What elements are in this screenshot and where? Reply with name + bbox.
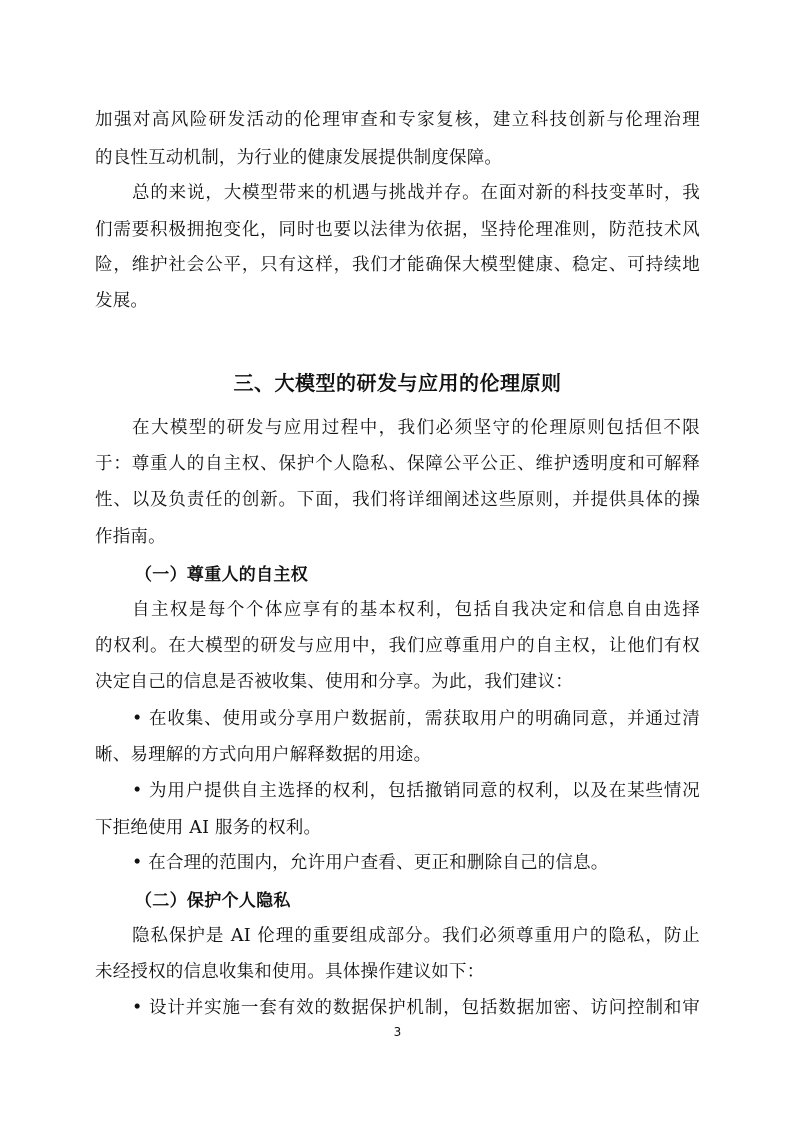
paragraph-line: 们需要积极拥抱变化，同时也要以法律为依据，坚持伦理准则，防范技术风: [95, 220, 700, 240]
bullet-item: • 设计并实施一套有效的数据保护机制，包括数据加密、访问控制和审: [132, 998, 700, 1018]
bullet-item: • 在收集、使用或分享用户数据前，需获取用户的明确同意，并通过清: [132, 709, 700, 729]
subsection-title: （二）保护个人隐私: [135, 891, 291, 911]
paragraph-line: 决定自己的信息是否被收集、使用和分享。为此，我们建议：: [95, 672, 573, 692]
subsection-title: （一）尊重人的自主权: [135, 565, 308, 585]
paragraph-line: 加强对高风险研发活动的伦理审查和专家复核，建立科技创新与伦理治理: [95, 110, 700, 130]
paragraph-line: 性、以及负责任的创新。下面，我们将详细阐述这些原则，并提供具体的操: [95, 490, 700, 510]
paragraph-line: 未经授权的信息收集和使用。具体操作建议如下：: [95, 962, 485, 982]
bullet-continuation: 晰、易理解的方式向用户解释数据的用途。: [95, 745, 432, 765]
paragraph-line: 作指南。: [95, 527, 166, 547]
page-number: 3: [393, 1025, 402, 1039]
bullet-item: • 为用户提供自主选择的权利，包括撤销同意的权利，以及在某些情况: [132, 781, 700, 801]
paragraph-line: 在大模型的研发与应用过程中，我们必须坚守的伦理原则包括但不限: [132, 418, 700, 438]
section-title: 三、大模型的研发与应用的伦理原则: [233, 371, 562, 395]
bullet-continuation: 下拒绝使用 AI 服务的权利。: [95, 818, 322, 838]
paragraph-line: 隐私保护是 AI 伦理的重要组成部分。我们必须尊重用户的隐私，防止: [132, 926, 700, 946]
paragraph-line: 险，维护社会公平，只有这样，我们才能确保大模型健康、稳定、可持续地: [95, 255, 700, 275]
document-page: [95, 0, 700, 1122]
bullet-item: • 在合理的范围内，允许用户查看、更正和删除自己的信息。: [132, 853, 609, 873]
paragraph-line: 自主权是每个个体应享有的基本权利，包括自我决定和信息自由选择: [132, 600, 700, 620]
paragraph-line: 于：尊重人的自主权、保护个人隐私、保障公平公正、维护透明度和可解释: [95, 454, 700, 474]
paragraph-line: 的权利。在大模型的研发与应用中，我们应尊重用户的自主权，让他们有权: [95, 636, 700, 656]
paragraph-line: 总的来说，大模型带来的机遇与挑战并存。在面对新的科技变革时，我: [132, 183, 700, 203]
paragraph-line: 发展。: [95, 291, 149, 311]
paragraph-line: 的良性互动机制，为行业的健康发展提供制度保障。: [95, 148, 503, 168]
